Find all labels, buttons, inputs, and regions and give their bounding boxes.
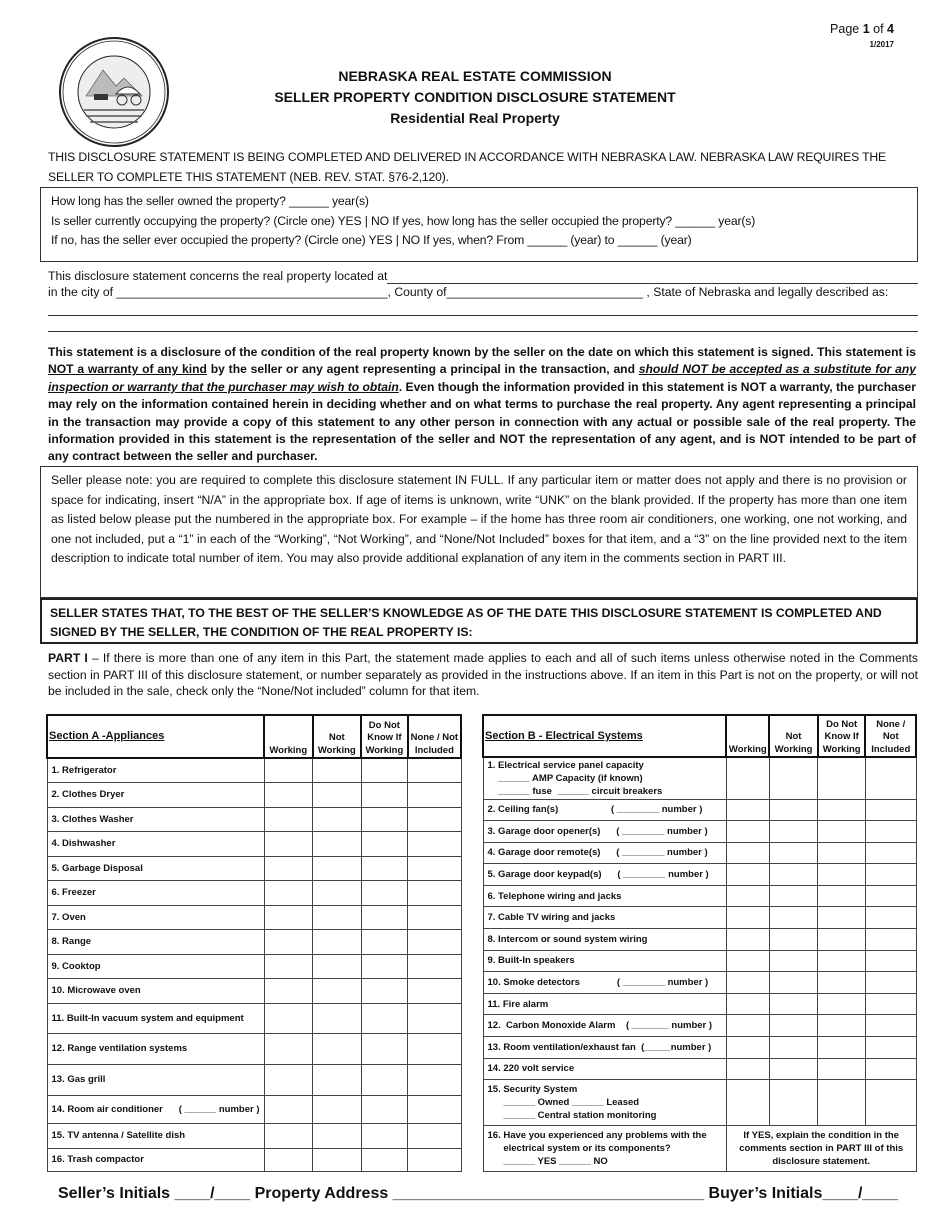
table-row [483, 1037, 916, 1059]
section-b-title: Section B - Electrical Systems [483, 715, 726, 757]
checkbox-cell-working[interactable] [264, 1095, 313, 1123]
item-label: 15. Security System ______ Owned ______ Leased ______ Central station monitoring [483, 1080, 726, 1126]
page-number [830, 22, 894, 36]
checkbox-cell-none-not-included[interactable] [408, 1003, 461, 1033]
item-label: 14. 220 volt service [483, 1058, 726, 1080]
table-row [483, 1080, 916, 1126]
checkbox-cell-not-working[interactable] [769, 929, 818, 951]
checkbox-cell-do-not-know[interactable] [361, 1003, 408, 1033]
table-row [47, 783, 461, 808]
checkbox-cell-do-not-know[interactable] [361, 1033, 408, 1064]
checkbox-cell-not-working[interactable] [769, 864, 818, 886]
item-label: 4. Garage door remote(s) ( ________ number ) [483, 842, 726, 864]
table-row [47, 1148, 461, 1171]
checkbox-cell-working[interactable] [726, 1015, 769, 1037]
table-row [483, 972, 916, 994]
checkbox-cell-not-working[interactable] [769, 993, 818, 1015]
table-row [47, 1003, 461, 1033]
checkbox-cell-do-not-know[interactable] [361, 856, 408, 881]
item-label: 10. Microwave oven [47, 979, 264, 1004]
checkbox-cell-not-working[interactable] [769, 799, 818, 821]
item-label: 5. Garbage Disposal [47, 856, 264, 881]
item-label: 2. Clothes Dryer [47, 783, 264, 808]
item-label: 14. Room air conditioner ( ______ number ) [47, 1095, 264, 1123]
item-label: 2. Ceiling fan(s) ( ________ number ) [483, 799, 726, 821]
part-1-label: PART I [48, 651, 88, 665]
checkbox-cell-do-not-know[interactable] [818, 1015, 866, 1037]
currently-occupying-question[interactable]: Is seller currently occupying the property? (Circle one) YES | NO If yes, how long has the seller occupied the property? ______ year(s) [51, 213, 756, 228]
table-row [483, 885, 916, 907]
item-label: 9. Built-In speakers [483, 950, 726, 972]
checkbox-cell-do-not-know[interactable] [818, 1037, 866, 1059]
checkbox-cell-not-working[interactable] [313, 954, 362, 979]
checkbox-cell-working[interactable] [726, 821, 769, 843]
item-label: 10. Smoke detectors ( ________ number ) [483, 972, 726, 994]
col-not-working: Not Working [313, 715, 362, 758]
checkbox-cell-working[interactable] [264, 1123, 313, 1148]
table-row [483, 757, 916, 799]
item-label: 4. Dishwasher [47, 832, 264, 857]
part-1-text: – If there is more than one of any item in this Part, the statement made applies to each and all of such items unless otherwise noted in the Comments section in PART III of this disclosure statement, or number separately as provided in the instructions above. If an item in this Part is not on the property, or will not be included in the sale, check only the “None/Not included” column for that item. [48, 651, 919, 698]
disclaimer-text-2: by the seller or any agent representing a principal in the transaction, and [206, 362, 639, 377]
checkbox-cell-none-not-included[interactable] [408, 930, 461, 955]
checkbox-cell-none-not-included[interactable] [408, 979, 461, 1004]
checkbox-cell-not-working[interactable] [313, 979, 362, 1004]
item-label: 1. Electrical service panel capacity ______ AMP Capacity (if known) ______ fuse ______ circuit breakers [483, 757, 726, 799]
col-working: Working [264, 715, 313, 758]
checkbox-cell-working[interactable] [264, 832, 313, 857]
table-row [47, 881, 461, 906]
checkbox-cell-none-not-included[interactable] [408, 758, 461, 783]
table-row [483, 842, 916, 864]
checkbox-cell-do-not-know[interactable] [818, 972, 866, 994]
col-do-not-know: Do Not Know If Working [361, 715, 408, 758]
checkbox-cell-none-not-included[interactable] [408, 832, 461, 857]
checkbox-cell-not-working[interactable] [313, 807, 362, 832]
checkbox-cell-do-not-know[interactable] [361, 930, 408, 955]
ever-occupied-question[interactable]: If no, has the seller ever occupied the property? (Circle one) YES | NO If yes, when? From ______ (year) to ______ (year) [51, 233, 692, 247]
table-row [483, 907, 916, 929]
footer-initials [58, 1185, 898, 1203]
checkbox-cell-do-not-know[interactable] [361, 1064, 408, 1095]
checkbox-cell-working[interactable] [726, 757, 769, 799]
checkbox-cell-not-working[interactable] [313, 758, 362, 783]
legal-description-line-2[interactable] [48, 316, 918, 332]
checkbox-cell-none-not-included[interactable] [408, 807, 461, 832]
property-address-field[interactable]: Property Address ___________________________________ [254, 1185, 705, 1202]
item-label: 12. Carbon Monoxide Alarm ( _______ number ) [483, 1015, 726, 1037]
section-a-title: Section A -Appliances [47, 715, 264, 758]
checkbox-cell-not-working[interactable] [769, 1058, 818, 1080]
checkbox-cell-not-working[interactable] [769, 950, 818, 972]
checkbox-cell-none-not-included[interactable] [865, 1058, 916, 1080]
buyer-initials-field[interactable]: Buyer’s Initials____/____ [708, 1185, 898, 1202]
checkbox-cell-do-not-know[interactable] [361, 1148, 408, 1171]
checkbox-cell-not-working[interactable] [313, 905, 362, 930]
table-row [483, 929, 916, 951]
checkbox-cell-not-working[interactable] [769, 757, 818, 799]
checkbox-cell-not-working[interactable] [769, 842, 818, 864]
checkbox-cell-not-working[interactable] [313, 1064, 362, 1095]
col-not-working: Not Working [769, 715, 818, 757]
checkbox-cell-do-not-know[interactable] [361, 954, 408, 979]
checkbox-cell-do-not-know[interactable] [818, 1058, 866, 1080]
checkbox-cell-none-not-included[interactable] [408, 1095, 461, 1123]
checkbox-cell-do-not-know[interactable] [361, 905, 408, 930]
item-label: 7. Cable TV wiring and jacks [483, 907, 726, 929]
checkbox-cell-none-not-included[interactable] [408, 905, 461, 930]
checkbox-cell-none-not-included[interactable] [865, 1080, 916, 1126]
item-label: 9. Cooktop [47, 954, 264, 979]
checkbox-cell-do-not-know[interactable] [818, 1080, 866, 1126]
checkbox-cell-working[interactable] [264, 1003, 313, 1033]
table-row [483, 821, 916, 843]
disclaimer-underline-2: should NOT be accepted as a substitute for any inspection or warranty that the purchaser may wish to obtain [48, 362, 916, 394]
item-label: 5. Garage door keypad(s) ( ________ number ) [483, 864, 726, 886]
checkbox-cell-not-working[interactable] [313, 1003, 362, 1033]
item-label: 16. Trash compactor [47, 1148, 264, 1171]
checkbox-cell-do-not-know[interactable] [818, 907, 866, 929]
checkbox-cell-do-not-know[interactable] [361, 1095, 408, 1123]
table-row [47, 856, 461, 881]
checkbox-cell-do-not-know[interactable] [361, 807, 408, 832]
checkbox-cell-do-not-know[interactable] [818, 929, 866, 951]
disclaimer-paragraph [48, 344, 916, 466]
page-of: of [869, 22, 888, 36]
col-none-not-included: None / Not Included [865, 715, 916, 757]
item-label: 8. Range [47, 930, 264, 955]
revision-date: 1/2017 [869, 40, 894, 49]
item-label: 1. Refrigerator [47, 758, 264, 783]
table-row [483, 799, 916, 821]
checkbox-cell-working[interactable] [726, 907, 769, 929]
checkbox-cell-not-working[interactable] [313, 1095, 362, 1123]
checkbox-cell-do-not-know[interactable] [818, 821, 866, 843]
col-none-not-included: None / Not Included [408, 715, 461, 758]
checkbox-cell-working[interactable] [726, 842, 769, 864]
checkbox-cell-do-not-know[interactable] [818, 799, 866, 821]
city-county-line[interactable]: in the city of ________________________________________, County of_____________________________ , State of Nebraska and legally described as: [48, 285, 889, 299]
q16-question[interactable]: 16. Have you experienced any problems with the electrical system or its components? ______ YES ______ NO [483, 1126, 726, 1172]
checkbox-cell-none-not-included[interactable] [408, 783, 461, 808]
section-a-appliances-table [46, 714, 462, 1172]
checkbox-cell-do-not-know[interactable] [361, 979, 408, 1004]
address-line[interactable] [387, 268, 918, 284]
table-row [483, 1126, 916, 1172]
checkbox-cell-do-not-know[interactable] [818, 885, 866, 907]
checkbox-cell-none-not-included[interactable] [408, 1123, 461, 1148]
item-label: 13. Gas grill [47, 1064, 264, 1095]
checkbox-cell-not-working[interactable] [313, 881, 362, 906]
item-label: 7. Oven [47, 905, 264, 930]
checkbox-cell-working[interactable] [264, 758, 313, 783]
checkbox-cell-not-working[interactable] [769, 1015, 818, 1037]
item-label: 11. Fire alarm [483, 993, 726, 1015]
table-row [483, 864, 916, 886]
checkbox-cell-none-not-included[interactable] [865, 993, 916, 1015]
table-row [47, 758, 461, 783]
checkbox-cell-do-not-know[interactable] [818, 864, 866, 886]
part-1-instructions [48, 650, 918, 700]
checkbox-cell-do-not-know[interactable] [818, 993, 866, 1015]
seller-note-box: Seller please note: you are required to complete this disclosure statement IN FULL. If any particular item or matter does not apply and there is no provision or space for indicating, insert “N/A” in the appropriate box. If age of items is unknown, write “UNK” on the blank provided. If the property has more than one item as listed below please put the numbered in the appropriate box. For example – if the home has three room air conditioners, one working, one not working, and one not included, put a “1” in each of the “Working”, “Not Working”, and “None/Not Included” boxes for that item, and a “3” on the line provided next to the item description to indicate total number of item. You may also provide additional explanation of any item in the comments section in PART III. [40, 466, 918, 598]
checkbox-cell-not-working[interactable] [769, 821, 818, 843]
checkbox-cell-none-not-included[interactable] [408, 1148, 461, 1171]
table-row [483, 1058, 916, 1080]
checkbox-cell-none-not-included[interactable] [865, 1015, 916, 1037]
checkbox-cell-working[interactable] [264, 954, 313, 979]
checkbox-cell-none-not-included[interactable] [865, 885, 916, 907]
checkbox-cell-none-not-included[interactable] [408, 856, 461, 881]
checkbox-cell-working[interactable] [726, 950, 769, 972]
table-row [47, 832, 461, 857]
checkbox-cell-working[interactable] [726, 1058, 769, 1080]
title-statement: SELLER PROPERTY CONDITION DISCLOSURE STATEMENT [274, 89, 676, 105]
checkbox-cell-none-not-included[interactable] [865, 757, 916, 799]
checkbox-cell-working[interactable] [726, 929, 769, 951]
item-label: 3. Garage door opener(s) ( ________ number ) [483, 821, 726, 843]
page-prefix: Page [830, 22, 863, 36]
checkbox-cell-working[interactable] [726, 885, 769, 907]
checkbox-cell-none-not-included[interactable] [408, 881, 461, 906]
q16-note: If YES, explain the condition in the comments section in PART III of this disclosure statement. [726, 1126, 916, 1172]
checkbox-cell-none-not-included[interactable] [865, 842, 916, 864]
table-row [47, 1064, 461, 1095]
checkbox-cell-working[interactable] [726, 799, 769, 821]
page-num: 1 [862, 22, 870, 36]
checkbox-cell-none-not-included[interactable] [408, 954, 461, 979]
checkbox-cell-working[interactable] [264, 905, 313, 930]
item-label: 8. Intercom or sound system wiring [483, 929, 726, 951]
checkbox-cell-none-not-included[interactable] [865, 972, 916, 994]
checkbox-cell-do-not-know[interactable] [361, 783, 408, 808]
item-label: 12. Range ventilation systems [47, 1033, 264, 1064]
checkbox-cell-not-working[interactable] [769, 1037, 818, 1059]
checkbox-cell-do-not-know[interactable] [818, 757, 866, 799]
checkbox-cell-do-not-know[interactable] [361, 1123, 408, 1148]
property-address-section [48, 268, 918, 332]
checkbox-cell-working[interactable] [726, 1037, 769, 1059]
checkbox-cell-working[interactable] [264, 783, 313, 808]
checkbox-cell-none-not-included[interactable] [865, 907, 916, 929]
disclaimer-text-1: This statement is a disclosure of the condition of the real property known by the seller on the date on which this statement is signed. This statement is [48, 345, 916, 359]
table-row [483, 993, 916, 1015]
item-label: 15. TV antenna / Satellite dish [47, 1123, 264, 1148]
occupancy-box [40, 187, 918, 262]
title-property-type: Residential Real Property [390, 110, 560, 126]
checkbox-cell-not-working[interactable] [769, 907, 818, 929]
col-working: Working [726, 715, 769, 757]
checkbox-cell-working[interactable] [264, 807, 313, 832]
table-row [47, 1095, 461, 1123]
item-label: 6. Telephone wiring and jacks [483, 885, 726, 907]
checkbox-cell-none-not-included[interactable] [865, 950, 916, 972]
checkbox-cell-do-not-know[interactable] [361, 832, 408, 857]
document-title [0, 66, 950, 129]
checkbox-cell-working[interactable] [264, 930, 313, 955]
checkbox-cell-do-not-know[interactable] [818, 950, 866, 972]
checkbox-cell-none-not-included[interactable] [865, 821, 916, 843]
page-total: 4 [887, 22, 894, 36]
checkbox-cell-none-not-included[interactable] [865, 864, 916, 886]
intro-text: THIS DISCLOSURE STATEMENT IS BEING COMPLETED AND DELIVERED IN ACCORDANCE WITH NEBRASKA LAW. NEBRASKA LAW REQUIRES THE SELLER TO COMPLETE THIS STATEMENT (NEB. REV. STAT. §76-2,120). [48, 150, 886, 184]
item-label: 13. Room ventilation/exhaust fan (_____number ) [483, 1037, 726, 1059]
table-row [47, 905, 461, 930]
table-row [47, 930, 461, 955]
table-row [47, 979, 461, 1004]
checkbox-cell-not-working[interactable] [313, 1033, 362, 1064]
checkbox-cell-working[interactable] [264, 1148, 313, 1171]
checkbox-cell-none-not-included[interactable] [408, 1033, 461, 1064]
col-do-not-know: Do Not Know If Working [818, 715, 866, 757]
checkbox-cell-not-working[interactable] [769, 1080, 818, 1126]
checkbox-cell-not-working[interactable] [313, 856, 362, 881]
legal-description-line-1[interactable] [48, 300, 918, 316]
checkbox-cell-not-working[interactable] [313, 1148, 362, 1171]
seller-initials-field[interactable]: Seller’s Initials ____/____ [58, 1185, 251, 1202]
checkbox-cell-none-not-included[interactable] [865, 1037, 916, 1059]
table-row [47, 1123, 461, 1148]
checkbox-cell-not-working[interactable] [769, 885, 818, 907]
checkbox-cell-none-not-included[interactable] [865, 929, 916, 951]
checkbox-cell-do-not-know[interactable] [818, 842, 866, 864]
item-label: 6. Freezer [47, 881, 264, 906]
checkbox-cell-working[interactable] [726, 993, 769, 1015]
checkbox-cell-working[interactable] [726, 1080, 769, 1126]
seller-states-box: SELLER STATES THAT, TO THE BEST OF THE SELLER’S KNOWLEDGE AS OF THE DATE THIS DISCLOSURE STATEMENT IS COMPLETED AND SIGNED BY THE SELLER, THE CONDITION OF THE REAL PROPERTY IS: [40, 598, 918, 644]
table-row [47, 954, 461, 979]
disclaimer-text-3: . Even though the information provided in this statement is NOT a warranty, the purchaser may rely on the information contained herein in deciding whether and on what terms to purchase the real property. Any agent representing a principal in the transaction may provide a copy of this statement to any other person in connection with any actual or possible sale of the real property. The information provided in this statement is the representation of the seller and NOT the representation of any agent, and is NOT intended to be part of any contract between the seller and purchaser. [48, 379, 916, 464]
checkbox-cell-working[interactable] [264, 881, 313, 906]
table-row [483, 950, 916, 972]
owned-duration-question[interactable]: How long has the seller owned the property? ______ year(s) [51, 194, 369, 208]
checkbox-cell-none-not-included[interactable] [865, 799, 916, 821]
table-row [47, 807, 461, 832]
address-label: This disclosure statement concerns the real property located at [48, 269, 388, 283]
checkbox-cell-working[interactable] [726, 972, 769, 994]
checkbox-cell-working[interactable] [726, 864, 769, 886]
item-label: 3. Clothes Washer [47, 807, 264, 832]
table-row [483, 1015, 916, 1037]
checkbox-cell-working[interactable] [264, 1033, 313, 1064]
disclaimer-underline-1: NOT a warranty of any kind [48, 362, 207, 377]
checkbox-cell-not-working[interactable] [313, 832, 362, 857]
checkbox-cell-not-working[interactable] [313, 1123, 362, 1148]
checkbox-cell-do-not-know[interactable] [361, 758, 408, 783]
checkbox-cell-working[interactable] [264, 1064, 313, 1095]
checkbox-cell-not-working[interactable] [313, 783, 362, 808]
checkbox-cell-none-not-included[interactable] [408, 1064, 461, 1095]
checkbox-cell-not-working[interactable] [769, 972, 818, 994]
section-b-electrical-table [482, 714, 917, 1172]
item-label: 11. Built-In vacuum system and equipment [47, 1003, 264, 1033]
checkbox-cell-working[interactable] [264, 856, 313, 881]
checkbox-cell-working[interactable] [264, 979, 313, 1004]
table-row [47, 1033, 461, 1064]
title-commission: NEBRASKA REAL ESTATE COMMISSION [338, 68, 612, 84]
checkbox-cell-do-not-know[interactable] [361, 881, 408, 906]
checkbox-cell-not-working[interactable] [313, 930, 362, 955]
